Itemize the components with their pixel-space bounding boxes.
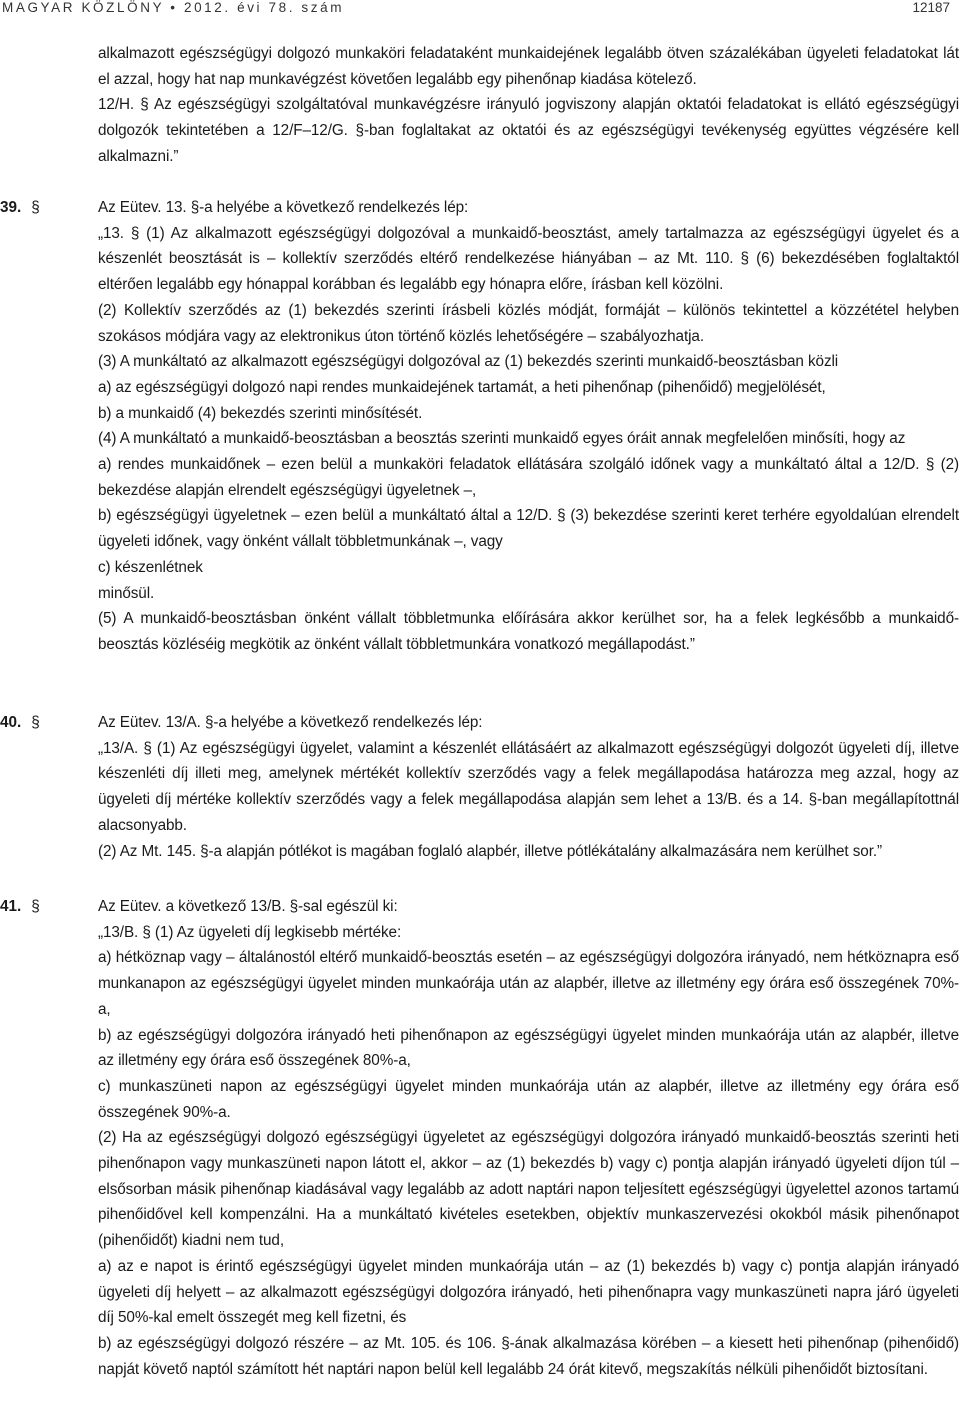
paragraph: (2) Kollektív szerződés az (1) bekezdés szerinti írásbeli közlés módját, formáját – különös tekintettel a közzététel helyben szokásos módjára vagy az elektronikus úton történő közlés lehetőségére – szabályozhatja. — [98, 301, 959, 345]
section-number-label: 39. — [0, 199, 22, 216]
paragraph: a) hétköznap vagy – általánostól eltérő munkaidő-beosztás esetén – az egészségügyi dolgozóra irányadó, nem hétköznapra eső munkanapon az egészségügyi ügyelet minden munkaórája után az alapbér, illetve az illetmény egy órára eső összegének 70%-a, — [98, 949, 959, 1018]
paragraph: b) egészségügyi ügyeletnek – ezen belül a munkáltató által a 12/D. § (3) bekezdése szerinti keret terhére egyoldalúan elrendelt ügyeleti időnek, vagy önként vállalt többletmunkának –, vagy — [98, 507, 959, 551]
page-number: 12187 — [912, 0, 950, 15]
paragraph: b) az egészségügyi dolgozóra irányadó heti pihenőnapon az egészségügyi ügyelet minden munkaórája után az alapbér, illetve az illetmény egy órára eső összegének 80%-a, — [98, 1026, 959, 1070]
paragraph: Az Eütev. 13. §-a helyébe a következő rendelkezés lép: — [98, 199, 469, 216]
section-body — [98, 710, 959, 864]
section-number-label: 41. — [0, 898, 22, 915]
section-body — [98, 195, 959, 658]
paragraph: a) rendes munkaidőnek – ezen belül a munkaköri feladatok ellátására szolgáló időnek vagy a munkáltató által a 12/D. § (2) bekezdése alapján elrendelt egészségügyi ügyeletnek –, — [98, 456, 959, 499]
paragraph: c) készenlétnek — [98, 558, 203, 576]
paragraph: b) az egészségügyi dolgozó részére – az Mt. 105. és 106. §-ának alkalmazása körében – a kiesett heti pihenőnap (pihenőidő) napját követő naptól számított hét naptári napon belül kell legalább 24 órát kitevő, megszakítás nélküli pihenőidőt biztosítani. — [98, 1334, 959, 1378]
section-body — [98, 894, 959, 1382]
section-number-label: 40. — [0, 714, 22, 731]
paragraph: (2) Az Mt. 145. §-a alapján pótlékot is magában foglaló alapbér, illetve pótlékátalány alkalmazására nem kerülhet sor.” — [98, 842, 882, 860]
section-symbol: § — [31, 199, 40, 216]
section-number — [0, 195, 96, 221]
paragraph: (4) A munkáltató a munkaidő-beosztásban a beosztás szerinti munkaidő egyes óráit annak megfelelően minősíti, hogy az — [98, 430, 906, 448]
paragraph: minősül. — [98, 584, 155, 602]
intro-text — [98, 41, 959, 170]
paragraph: Az Eütev. a következő 13/B. §-sal egészül ki: — [98, 898, 398, 915]
paragraph: (3) A munkáltató az alkalmazott egészségügyi dolgozóval az (1) bekezdés szerinti munkaidő-beosztásban közli — [98, 353, 839, 371]
paragraph: a) az e napot is érintő egészségügyi ügyelet minden munkaórája után – az (1) bekezdés b) vagy c) pontja alapján irányadó ügyeleti díj helyett – az alkalmazott egészségügyi dolgozóra irányadó, heti pihenőnapra vagy munkaszüneti napra járó ügyeleti díj 50%-kal emelt összegét meg kell fizetni, és — [98, 1257, 959, 1327]
paragraph: (2) Ha az egészségügyi dolgozó egészségügyi ügyeletet az egészségügyi dolgozóra irányadó munkaidő-beosztás szerinti heti pihenőnapon vagy munkaszüneti napon látott el, akkor – az (1) bekezdés b) vagy c) pontja alapján irányadó ügyeleti díjon túl – elsősorban másik pihenőnap kiadásával vagy legalább az adott naptári napon teljesített egészségügyi ügyelettel azonos tartamú pihenőidővel kell kompenzálni. Ha a munkáltató kivételes esetekben, objektív munkaszervezési okokból másik pihenőnapot (pihenőidőt) kiadni nem tud, — [98, 1129, 959, 1250]
page-header — [0, 0, 960, 20]
paragraph: „13/B. § (1) Az ügyeleti díj legkisebb mértéke: — [98, 923, 402, 941]
paragraph: (5) A munkaidő-beosztásban önként vállalt többletmunka előírására akkor kerülhet sor, ha a felek legkésőbb a munkaidő-beosztás közléséig megkötik az önként vállalt többletmunkára vonatkozó megállapodást.” — [98, 610, 959, 653]
running-title: MAGYAR KÖZLÖNY • 2012. évi 78. szám — [2, 0, 345, 15]
section-symbol: § — [31, 898, 40, 915]
section-number — [0, 894, 96, 920]
paragraph: a) az egészségügyi dolgozó napi rendes munkaidejének tartamát, a heti pihenőnap (pihenőidő) megjelölését, — [98, 378, 826, 396]
section-12h-paragraph: 12/H. § Az egészségügyi szolgáltatóval munkavégzésre irányuló jogviszony alapján oktatói feladatokat is ellátó egészségügyi dolgozók tekintetében a 12/F–12/G. §-ban foglaltakat az oktatói és az egészségügyi tevékenység együttes végzésére kell alkalmazni.” — [98, 96, 959, 165]
paragraph: b) a munkaidő (4) bekezdés szerinti minősítését. — [98, 404, 423, 422]
paragraph: c) munkaszüneti napon az egészségügyi ügyelet minden munkaórája után az alapbér, illetve az illetmény egy órára eső összegének 90%-a. — [98, 1077, 959, 1121]
paragraph: „13/A. § (1) Az egészségügyi ügyelet, valamint a készenlét ellátásáért az alkalmazott egészségügyi dolgozót ügyeleti díj, illetve készenléti díj illeti meg, amelynek mértékét kollektív szerződés vagy a felek megállapodása határozza meg azzal, hogy az ügyeleti díj mértéke kollektív szerződés vagy a felek megállapodása alapján sem lehet a 13/B. és a 14. §-ban megállapítottnál alacsonyabb. — [98, 739, 959, 834]
paragraph: Az Eütev. 13/A. §-a helyébe a következő rendelkezés lép: — [98, 714, 483, 731]
intro-paragraph: alkalmazott egészségügyi dolgozó munkaköri feladataként munkaidejének legalább ötven százalékában ügyeleti feladatokat lát el azzal, hogy hat nap munkavégzést követően legalább egy pihenőnap kiadása kötelező. — [98, 45, 959, 88]
paragraph: „13. § (1) Az alkalmazott egészségügyi dolgozóval a munkaidő-beosztást, amely tartalmazza az egészségügyi ügyelet és a készenlét beosztását is – kollektív szerződés eltérő rendelkezése hiányában – az Mt. 110. § (6) bekezdésében foglaltaktól eltérően legalább egy hónappal korábban és legalább egy hónapra előre, írásban kell közölni. — [98, 224, 959, 294]
section-number — [0, 710, 96, 736]
section-symbol: § — [31, 714, 40, 731]
